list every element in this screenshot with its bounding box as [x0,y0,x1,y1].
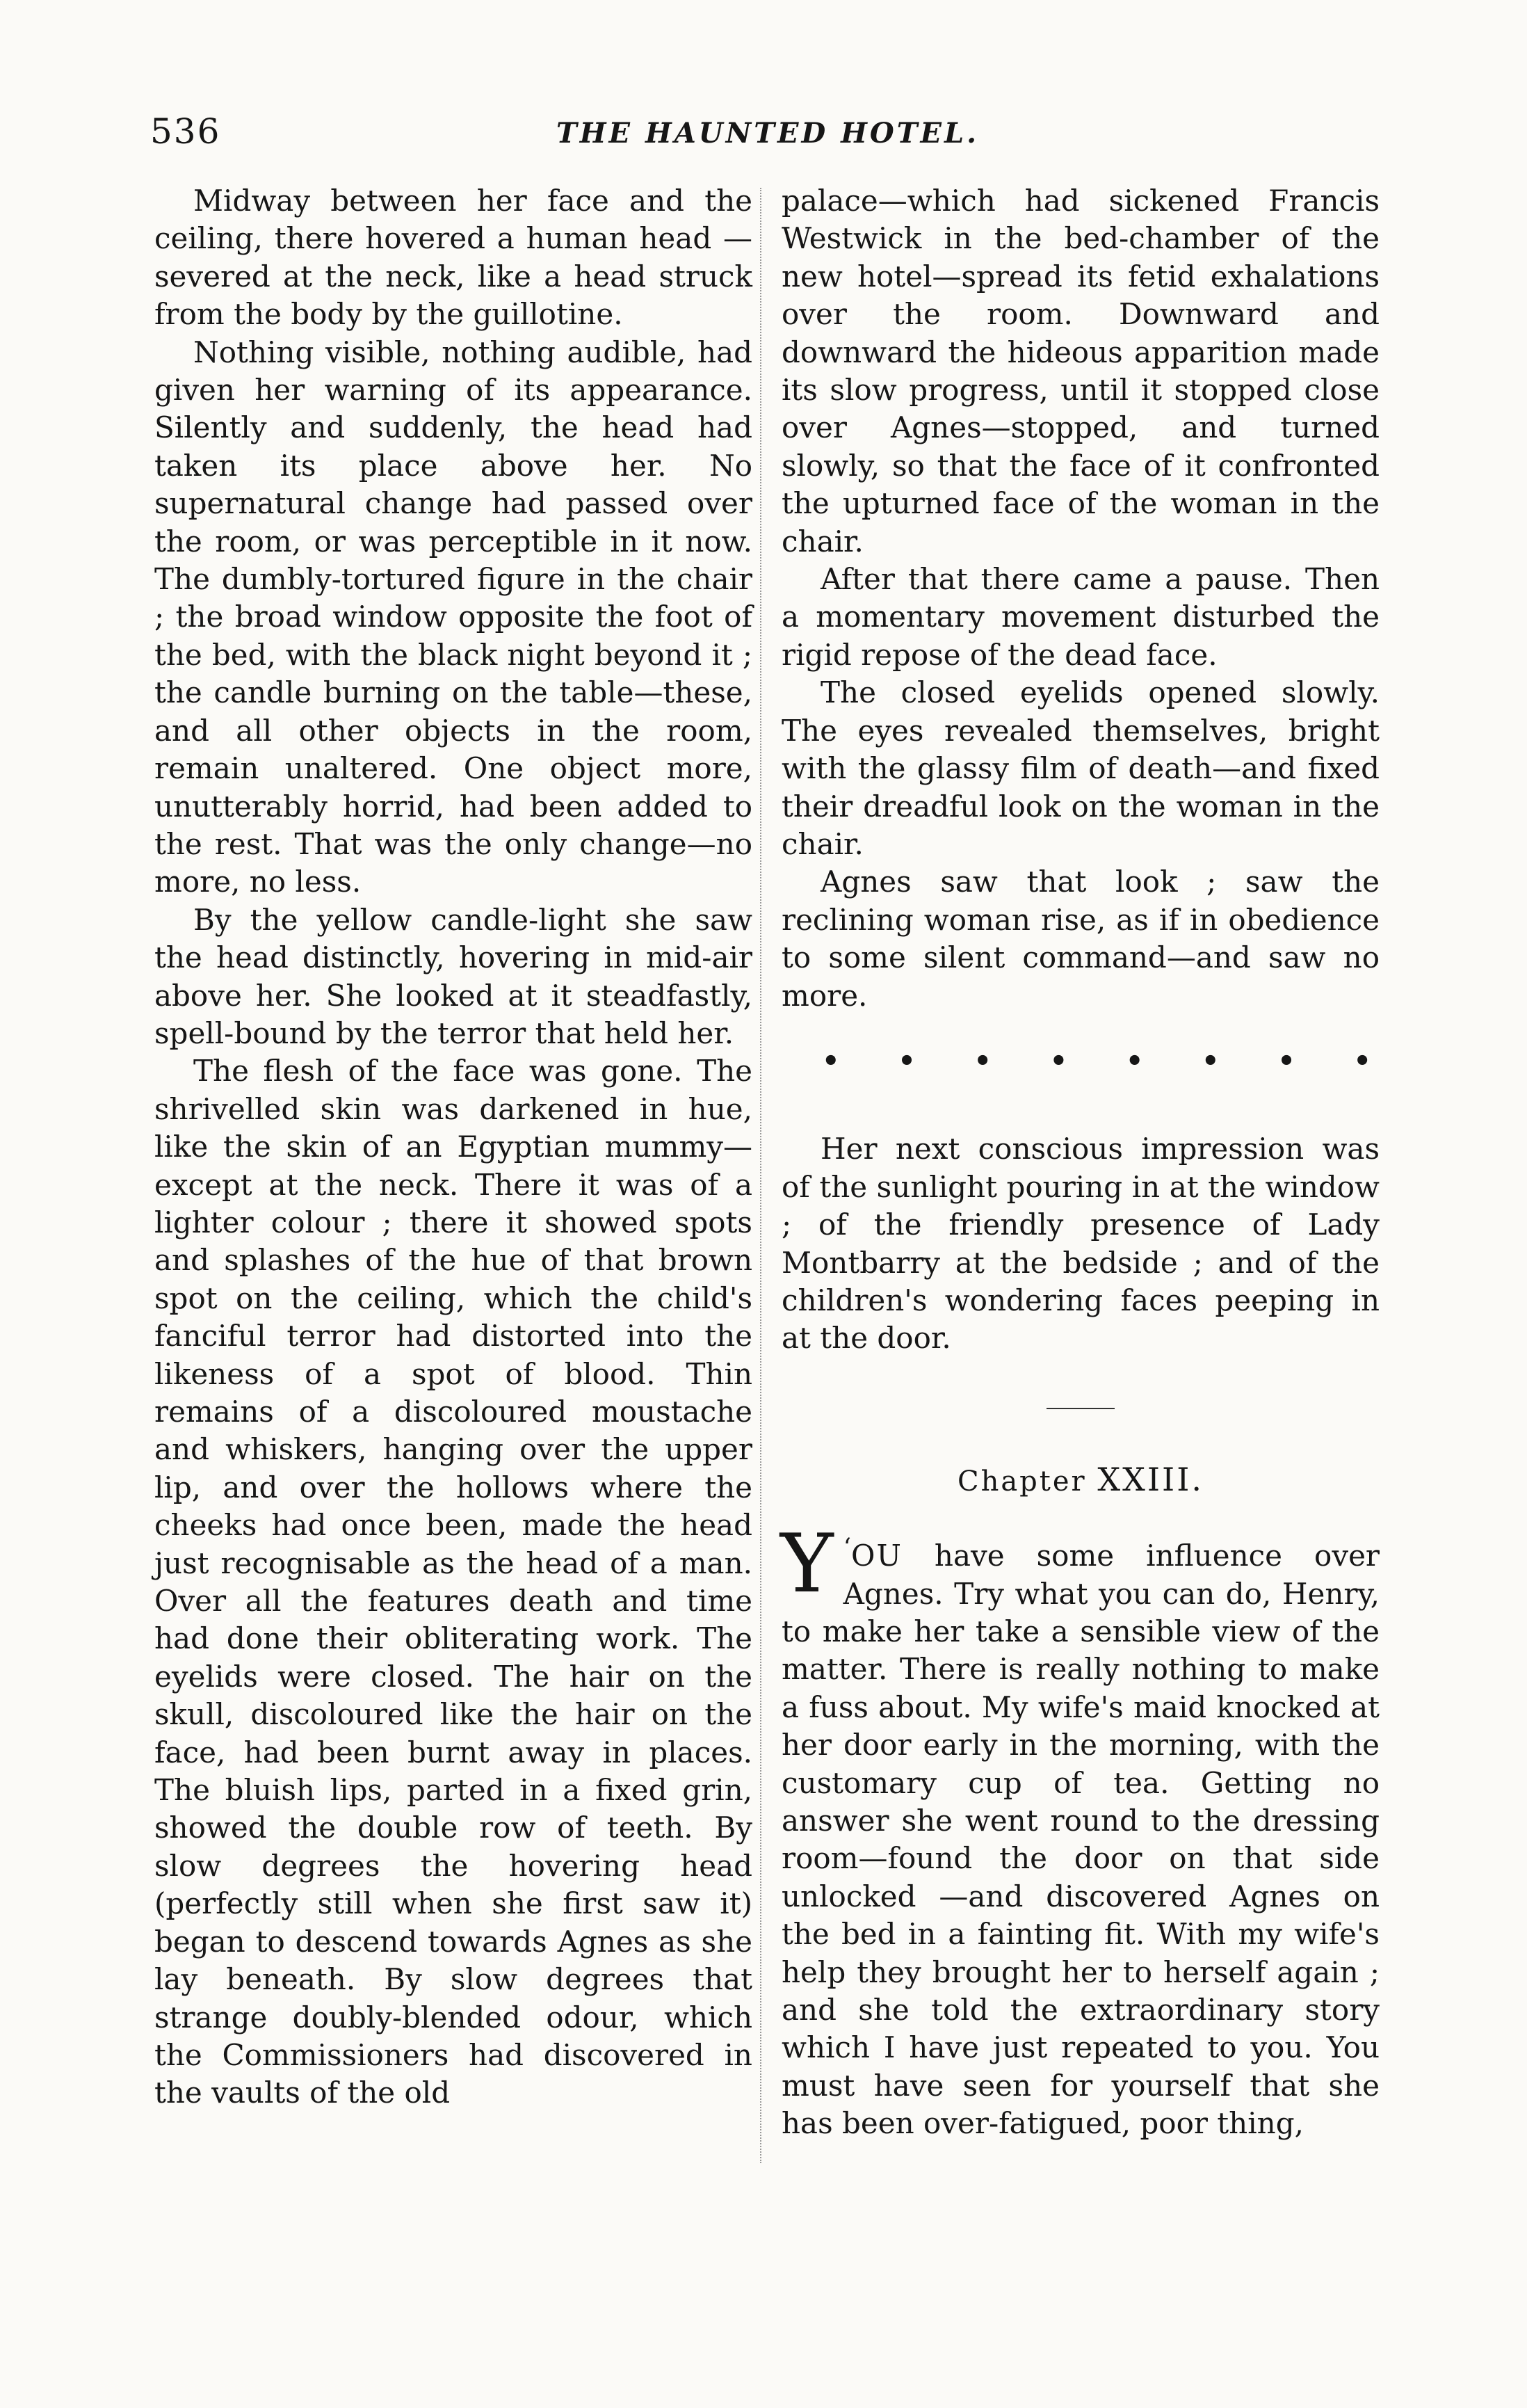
page-number: 536 [150,111,221,152]
chapter-heading [782,1461,1380,1500]
chapter-divider [1047,1408,1115,1409]
paragraph: Her next conscious impression was of the sunlight pouring in at the window ; of the friendly presence of Lady Montbarry at the bedside ; and of the children's wondering faces peeping in at the door. [782,1132,1380,1356]
drop-cap: Y [780,1517,834,1612]
section-break-dot: • [973,1044,992,1077]
running-title: THE HAUNTED HOTEL. [556,117,980,150]
right-column [782,182,1380,2143]
paragraph: By the yellow candle-light she saw the head distinctly, hovering in mid-air above her. She looked at it steadfastly, spell-bound by the terror that held her. [154,902,752,1050]
section-break-dot: • [1049,1044,1068,1077]
section-break-dot: • [1277,1044,1295,1077]
paragraph: Agnes saw that look ; saw the reclining woman rise, as if in obedience to some silent command—and saw no more. [782,865,1380,1013]
section-break-dot: • [1125,1044,1144,1077]
section-break-dot: • [898,1044,916,1077]
left-column [154,182,752,2112]
section-break [782,1043,1380,1080]
section-break-dot: • [822,1044,840,1077]
paragraph: Midway between her face and the ceiling, there hovered a human head —severed at the neck, like a head struck from the body by the guillotine. [154,184,752,332]
chapter-opening-text: have some influence over Agnes. Try what you can do, Henry, to make her take a sensible view of the matter. There is really nothing to make a fuss about. My wife's maid knocked at her door early in the morning, with the customary cup of tea. Getting no answer she went round to the dressing room—found the door on that side unlocked —and discovered Agnes on the bed in a fainting fit. With my wife's help they brought her to herself again ; and she told the extraordinary story which I have just repeated to you. You must have seen for yourself that she has been over-fatigued, poor thing, [782,1539,1380,2141]
chapter-opening-paragraph [780,1517,1380,2143]
drop-cap-continuation: OU [851,1539,903,1573]
paragraph-continuation: palace—which had sickened Francis Westwick in the bed-chamber of the new hotel—spread its fetid exhalations over the room. Downward and downward the hideous apparition made its slow progress, until it stopped close over Agnes—stopped, and turned slowly, so that the face of it confronted the upturned face of the woman in the chair. [782,184,1380,559]
paragraph: Nothing visible, nothing audible, had given her warning of its appearance. Silently and suddenly, the head had taken its place above her. No supernatural change had passed over the room, or was perceptible in it now. The dumbly-tortured figure in the chair ; the broad window opposite the foot of the bed, with the black night beyond it ; the candle burning on the table—these, and all other objects in the room, remain unaltered. One object more, unutterably horrid, had been added to the rest. That was the only change—no more, no less. [154,335,752,899]
chapter-label: Chapter [957,1465,1087,1498]
paragraph: The closed eyelids opened slowly. The eyes revealed themselves, bright with the glassy film of death—and fixed their dreadful look on the woman in the chair. [782,675,1380,861]
paragraph: The flesh of the face was gone. The shrivelled skin was darkened in hue, like the skin of an Egyptian mummy—except at the neck. There it was of a lighter colour ; there it showed spots and splashes of the hue of that brown spot on the ceiling, which the child's fanciful terror had distorted into the likeness of a spot of blood. Thin remains of a discoloured moustache and whiskers, hanging over the upper lip, and over the hollows where the cheeks had once been, made the head just recognisable as the head of a man. Over all the features death and time had done their obliterating work. The eyelids were closed. The hair on the skull, discoloured like the hair on the face, had been burnt away in places. The bluish lips, parted in a fixed grin, showed the double row of teeth. By slow degrees the hovering head (perfectly still when she first saw it) began to descend towards Agnes as she lay beneath. By slow degrees that strange doubly-blended odour, which the Commissioners had discovered in the vaults of the old [154,1054,752,2110]
chapter-number: XXIII. [1097,1460,1204,1498]
opening-quote-mark: ‘ [843,1534,852,1563]
section-break-dot: • [1202,1044,1220,1077]
column-divider [760,188,761,2163]
section-break-dot: • [1353,1044,1371,1077]
paragraph: After that there came a pause. Then a momentary movement disturbed the rigid repose of the dead face. [782,562,1380,672]
